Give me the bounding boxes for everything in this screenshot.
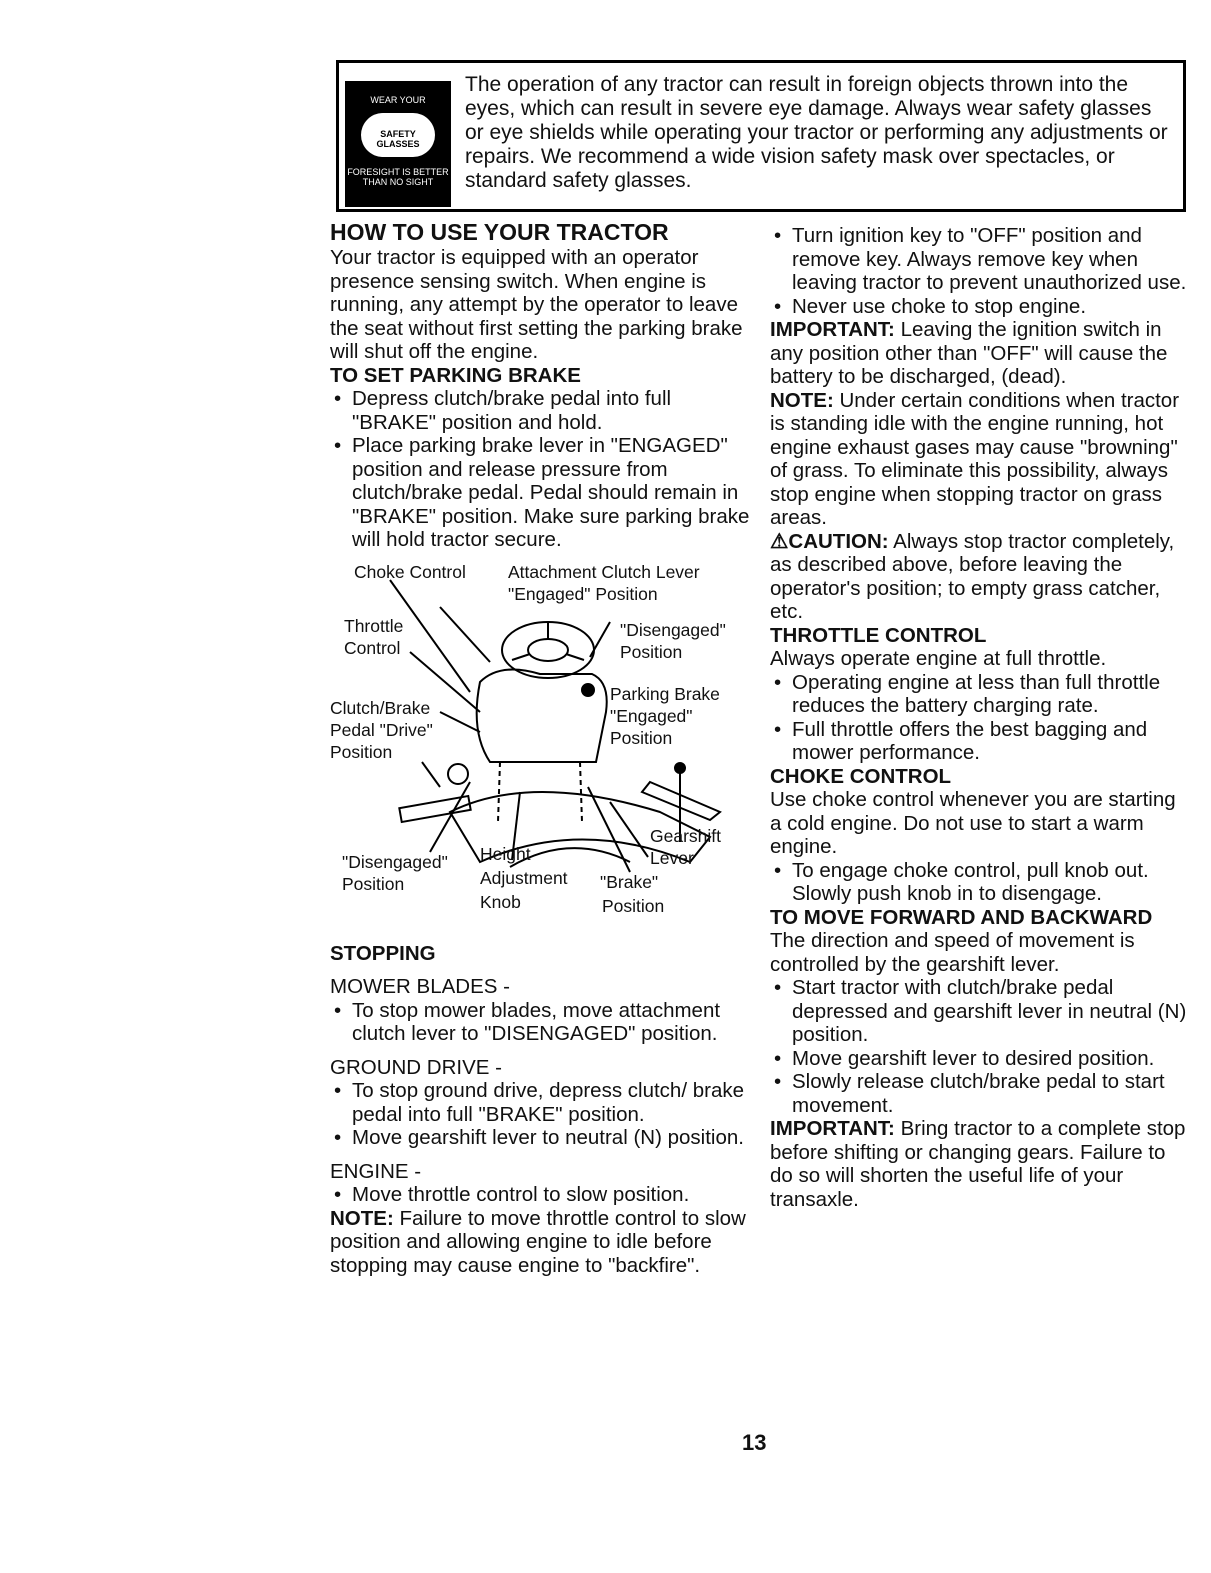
label-position: Position — [620, 641, 683, 662]
throttle-list — [770, 671, 1190, 765]
label-position: Position — [610, 727, 673, 748]
list-item: • Full throttle offers the best bagging and mower performance. — [770, 718, 1190, 765]
choke-text: Use choke control whenever you are starting a cold engine. Do not use to start a warm engine. — [770, 788, 1176, 858]
label-position: Position — [330, 741, 393, 762]
page-number: 13 — [742, 1430, 767, 1455]
label-engaged-position: "Engaged" Position — [508, 583, 658, 604]
right-column — [770, 224, 1190, 1211]
parking-brake-list — [330, 387, 750, 552]
engine-list — [330, 1183, 750, 1207]
caution-label: CAUTION: — [788, 529, 889, 553]
ground-drive-list — [330, 1079, 750, 1150]
label-disengaged: "Disengaged" — [342, 851, 448, 872]
list-item: • Move gearshift lever to neutral (N) position. — [330, 1126, 750, 1150]
list-item: • Depress clutch/brake pedal into full "BRAKE" position and hold. — [330, 387, 750, 434]
stopping-heading: STOPPING — [330, 941, 436, 965]
label-choke-control: Choke Control — [354, 561, 466, 582]
tractor-controls-diagram — [330, 562, 750, 942]
choke-list — [770, 859, 1190, 906]
left-column — [330, 218, 750, 1277]
label-engaged: "Engaged" — [610, 705, 693, 726]
list-item: • Move throttle control to slow position. — [330, 1183, 750, 1207]
label-control: Control — [344, 637, 401, 658]
label-clutch-brake: Clutch/Brake — [330, 697, 431, 718]
important-text: Bring tractor to a complete stop before shifting or changing gears. Failure to do so will shorten the useful life of your transaxle. — [770, 1117, 1186, 1211]
throttle-text: Always operate engine at full throttle. — [770, 647, 1107, 670]
throttle-heading: THROTTLE CONTROL — [770, 623, 987, 647]
ignition-list — [770, 224, 1190, 318]
label-attachment-clutch: Attachment Clutch Lever — [508, 561, 700, 582]
list-item: • Operating engine at less than full throttle reduces the battery charging rate. — [770, 671, 1190, 718]
label-knob: Knob — [480, 891, 521, 912]
label-throttle: Throttle — [344, 615, 404, 636]
icon-top-text: WEAR YOUR — [370, 95, 426, 105]
icon-mid-text: SAFETY GLASSES — [376, 129, 420, 149]
move-list — [770, 976, 1190, 1117]
label-gearshift: Gearshift — [650, 825, 721, 846]
mower-blades-heading: MOWER BLADES - — [330, 975, 510, 998]
move-text: The direction and speed of movement is controlled by the gearshift lever. — [770, 929, 1135, 976]
list-item: • To engage choke control, pull knob out. Slowly push knob in to disengage. — [770, 859, 1190, 906]
intro-paragraph: Your tractor is equipped with an operator presence sensing switch. When engine is running, any attempt by the operator to leave the seat without first setting the parking brake will shut off the engine. — [330, 246, 743, 363]
note-paragraph — [770, 389, 1190, 530]
warning-text: The operation of any tractor can result in foreign objects thrown into the eyes, which can result in severe eye damage. Always wear safety glasses or eye shields while operating your tractor or performing any adjustments or repairs. We recommend a wide vision safety mask over spectacles, or standard safety glasses. — [465, 73, 1168, 192]
list-item: • Start tractor with clutch/brake pedal depressed and gearshift lever in neutral (N) position. — [770, 976, 1190, 1047]
label-position: Position — [342, 873, 405, 894]
label-pedal-drive: Pedal "Drive" — [330, 719, 433, 740]
safety-glasses-icon — [345, 81, 451, 207]
list-item: • To stop mower blades, move attachment clutch lever to "DISENGAGED" position. — [330, 999, 750, 1046]
engine-heading: ENGINE - — [330, 1159, 422, 1183]
list-item: • Never use choke to stop engine. — [770, 295, 1190, 319]
choke-heading: CHOKE CONTROL — [770, 764, 952, 788]
parking-brake-heading: TO SET PARKING BRAKE — [330, 363, 581, 387]
label-parking-brake: Parking Brake — [610, 683, 720, 704]
label-lever: Lever — [650, 847, 694, 868]
move-heading: TO MOVE FORWARD AND BACKWARD — [770, 905, 1153, 929]
note-paragraph — [330, 1207, 750, 1278]
list-item: • Turn ignition key to "OFF" position and remove key. Always remove key when leaving tractor to prevent unauthorized use. — [770, 224, 1190, 295]
caution-text: Always stop tractor completely, as described above, before leaving the operator's position; to empty grass catcher, etc. — [770, 529, 1175, 623]
list-item: • Move gearshift lever to desired position. — [770, 1047, 1190, 1071]
section-title: HOW TO USE YOUR TRACTOR — [330, 219, 669, 245]
important-paragraph — [770, 318, 1190, 389]
important-label: IMPORTANT: — [770, 318, 895, 341]
safety-warning-box — [336, 60, 1186, 212]
caution-paragraph — [770, 530, 1190, 624]
caution-warning-icon: ⚠ — [770, 529, 789, 553]
label-brake: "Brake" — [600, 871, 659, 892]
label-adjustment: Adjustment — [480, 867, 568, 888]
note-label: NOTE: — [770, 388, 834, 412]
goggles-icon — [361, 113, 435, 157]
label-position: Position — [602, 895, 665, 916]
ground-drive-heading: GROUND DRIVE - — [330, 1055, 502, 1079]
note-label: NOTE: — [330, 1206, 394, 1230]
list-item: • Place parking brake lever in "ENGAGED" position and release pressure from clutch/brake pedal. Pedal should remain in "BRAKE" position. Make sure parking brake will hold tractor secure. — [330, 434, 750, 552]
list-item: • Slowly release clutch/brake pedal to start movement. — [770, 1070, 1190, 1117]
important-text: Leaving the ignition switch in any position other than "OFF" will cause the battery to be discharged, (dead). — [770, 318, 1168, 388]
icon-bottom-text: FORESIGHT IS BETTER THAN NO SIGHT — [347, 167, 449, 187]
important-paragraph-2 — [770, 1117, 1190, 1211]
label-disengaged: "Disengaged" — [620, 619, 726, 640]
note-text: Failure to move throttle control to slow position and allowing engine to idle before stopping may cause engine to "backfire". — [330, 1206, 746, 1277]
label-height: Height — [480, 843, 531, 864]
important-label: IMPORTANT: — [770, 1117, 895, 1140]
mower-blades-list — [330, 999, 750, 1046]
note-text: Under certain conditions when tractor is standing idle with the engine running, hot engine exhaust gases may cause "browning" of grass. To eliminate this possibility, always stop engine when stopping tractor on grass areas. — [770, 388, 1180, 529]
list-item: • To stop ground drive, depress clutch/ brake pedal into full "BRAKE" position. — [330, 1079, 750, 1126]
